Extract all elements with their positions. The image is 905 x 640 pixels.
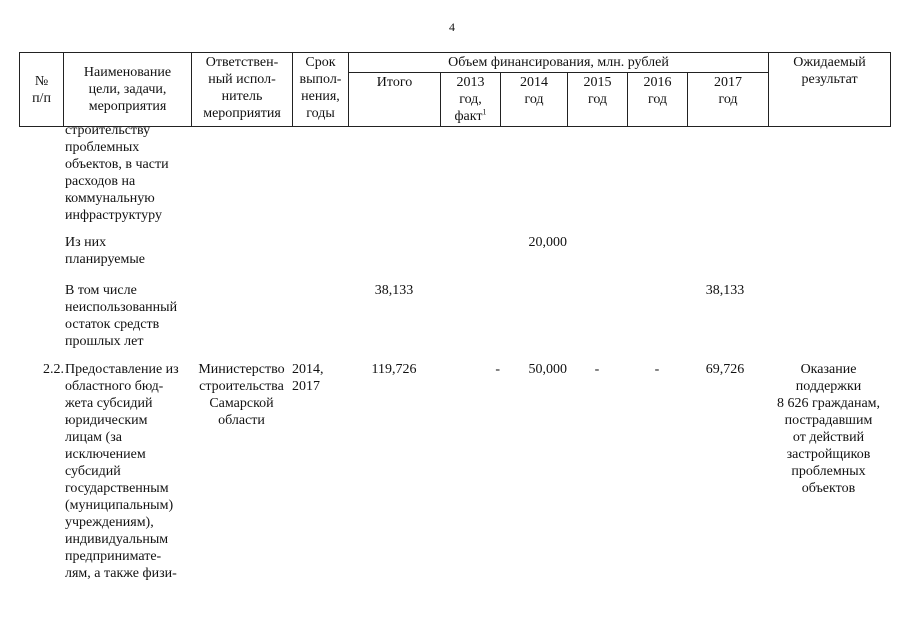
row-22-num: 2.2. [43, 362, 64, 377]
header-responsible: Ответствен- ный испол- нитель мероприятия [192, 53, 293, 127]
row-22-responsible: Министерство строительства Самарской области [198, 362, 285, 428]
header-financing: Объем финансирования, млн. рублей [349, 53, 769, 73]
page-number: 4 [449, 20, 455, 34]
header-2014: 2014 год [501, 73, 568, 127]
row-22-term: 2014, 2017 [292, 362, 324, 394]
row-planned-2014: 20,000 [528, 235, 567, 250]
footnote-mark: 1 [482, 107, 487, 117]
header-2017: 2017 год [688, 73, 769, 127]
row-22-2016: - [654, 362, 660, 377]
header-2013: 2013 год, факт$^1$ [441, 73, 501, 127]
row-22-name: Предоставление из областного бюд- жета субсидий юридическим лицам (за исключением субсидий государственным (муниципальным) учреждениям), индивидуальным предпринимате- лям, а также физи- [65, 362, 179, 581]
header-2016: 2016 год [628, 73, 688, 127]
header-result: Ожидаемый результат [769, 53, 891, 127]
row-22-2014: 50,000 [528, 362, 567, 377]
row-22-result: Оказание поддержки 8 626 гражданам, пострадавшим от действий застройщиков проблемных объектов [776, 362, 881, 496]
header-2015: 2015 год [568, 73, 628, 127]
table-header [19, 52, 891, 127]
row-22-2013: - [495, 362, 500, 377]
header-name: Наименование цели, задачи, мероприятия [64, 53, 192, 127]
row-22-total: 119,726 [371, 362, 417, 377]
row-22-2017: 69,726 [705, 362, 745, 377]
header-term: Срок выпол- нения, годы [293, 53, 349, 127]
row-unused-total: 38,133 [374, 283, 414, 298]
table-body [19, 121, 890, 640]
row-planned-name: Из них планируемые [65, 235, 146, 267]
header-num: № п/п [20, 53, 64, 127]
row-unused-2017: 38,133 [705, 283, 745, 298]
row-22-2015: - [594, 362, 600, 377]
row-cont-name: строительству проблемных объектов, в части расходов на коммунальную инфраструктуру [65, 123, 169, 223]
row-unused-name: В том числе неиспользованный остаток средств прошлых лет [65, 283, 178, 349]
header-total: Итого [349, 73, 441, 127]
